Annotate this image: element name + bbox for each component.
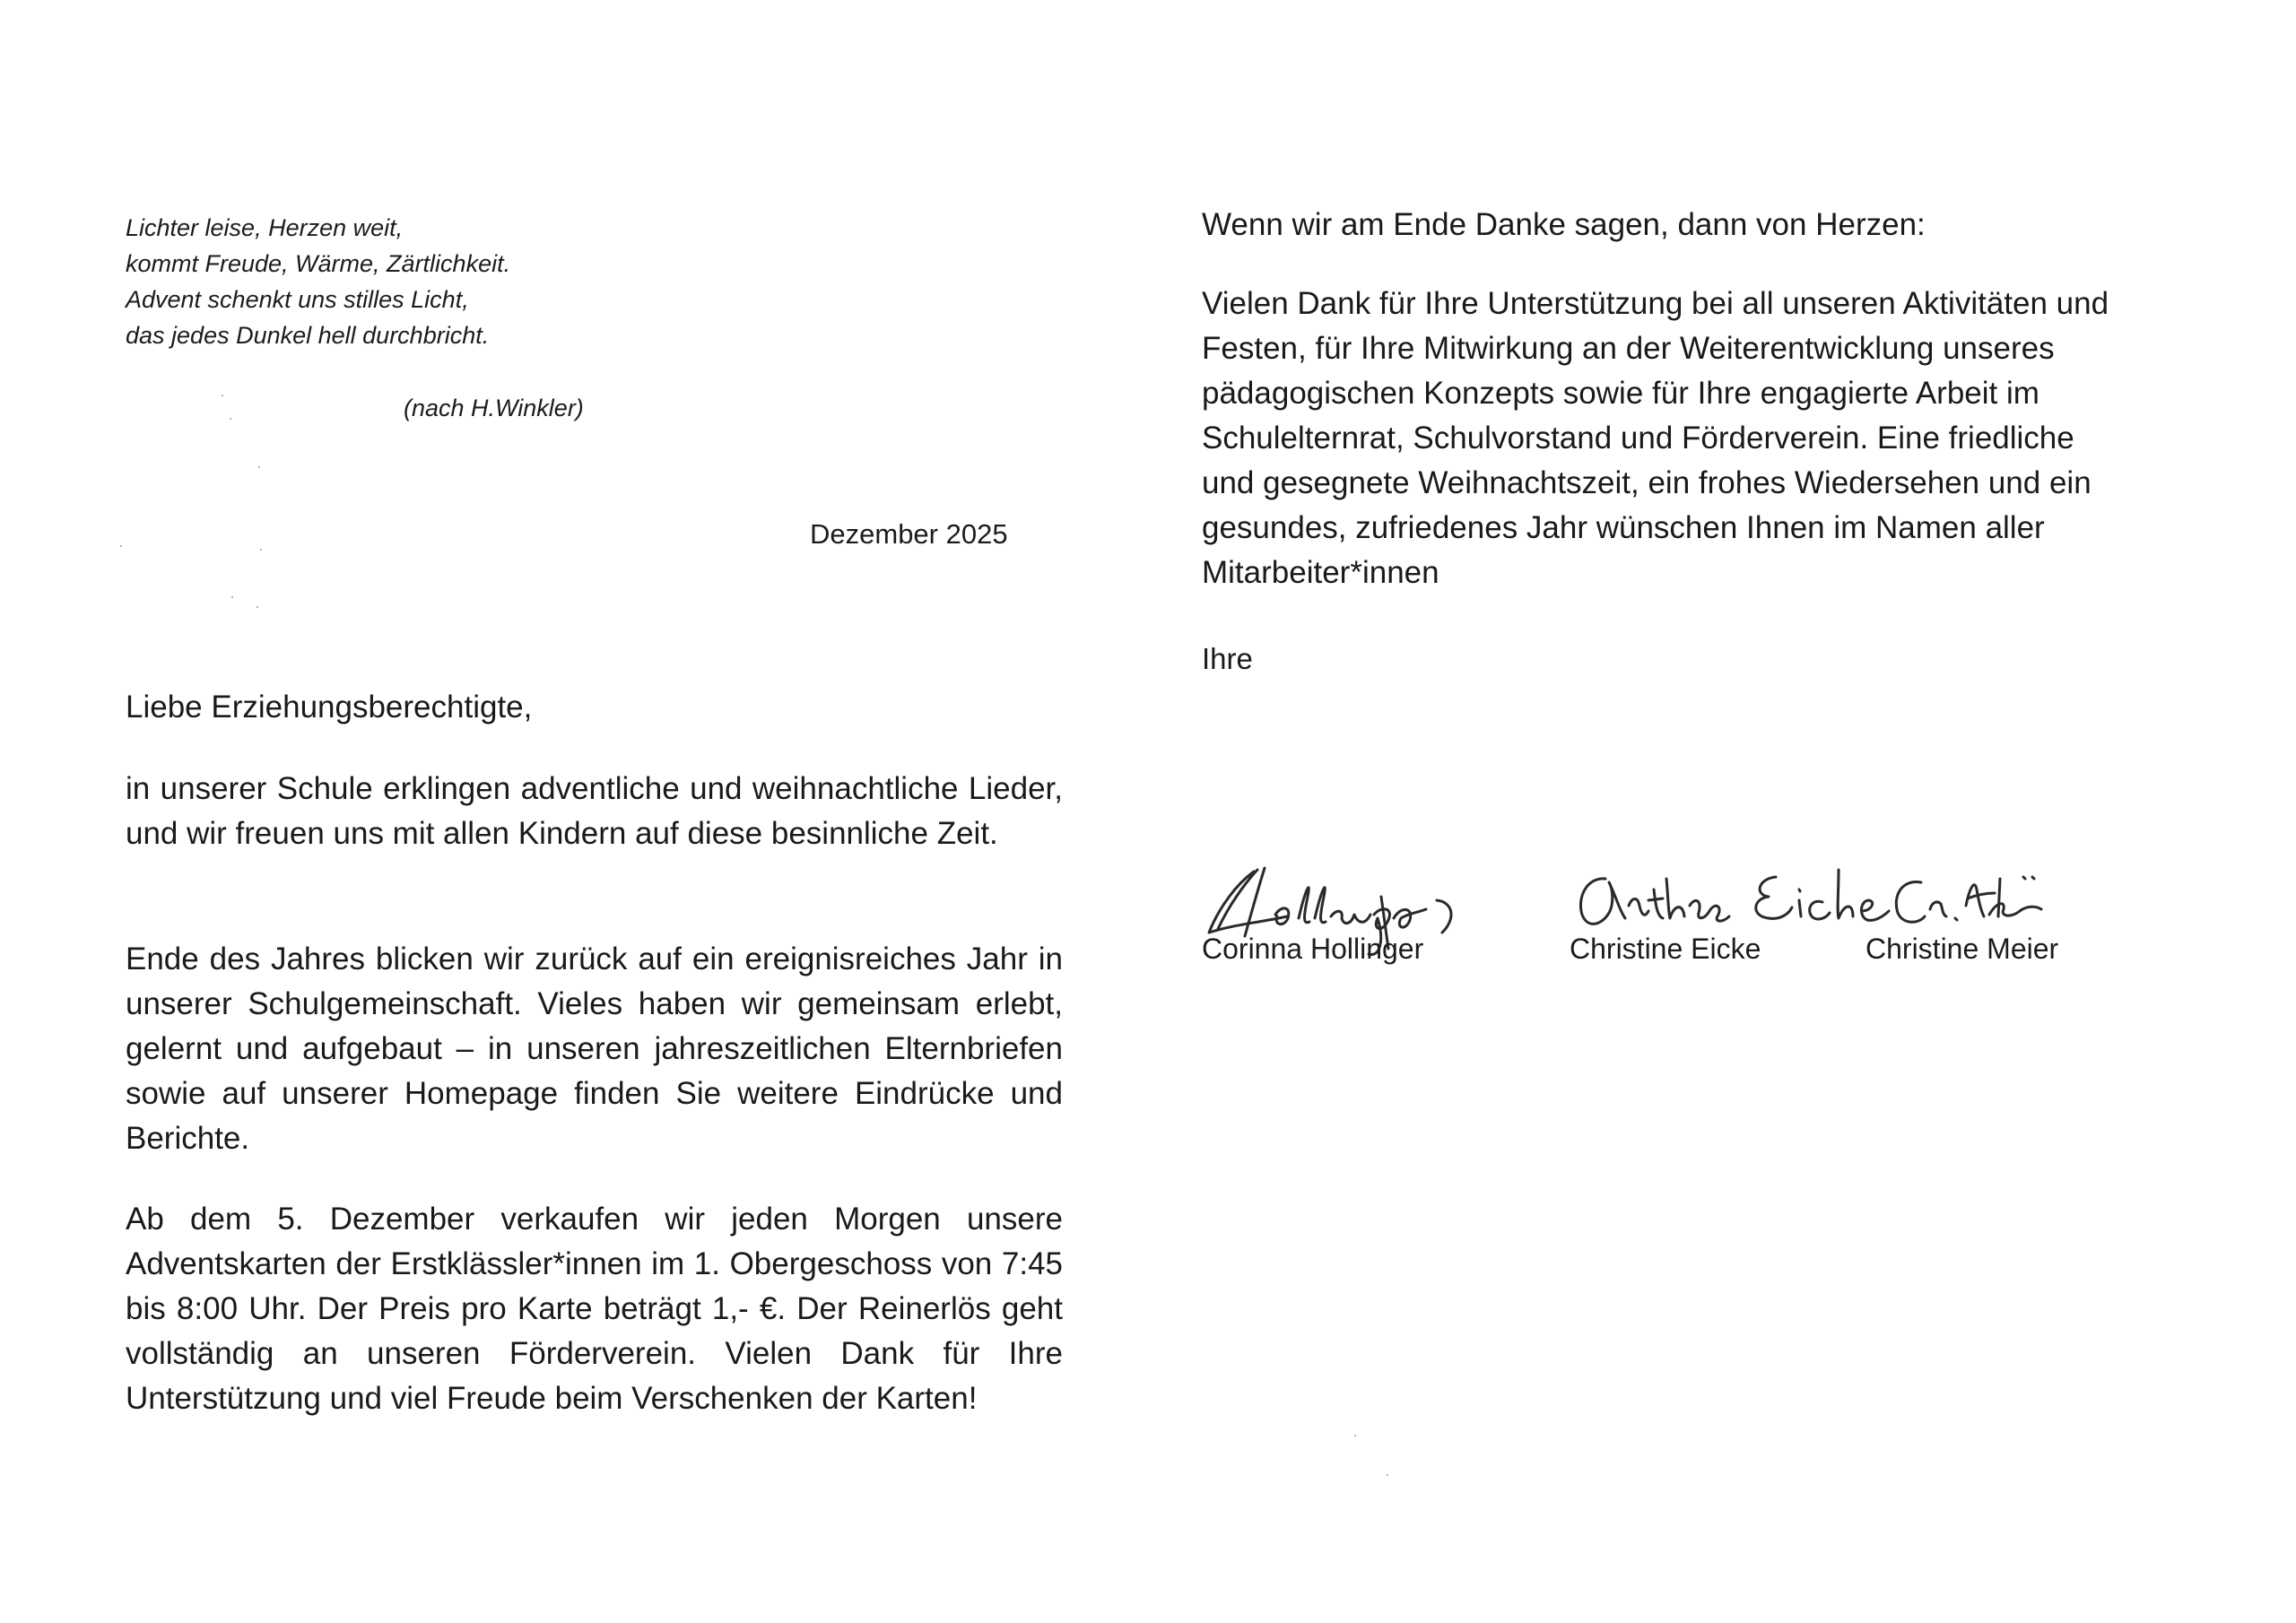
signature-block <box>1202 843 1525 986</box>
right-column <box>1202 0 2126 1623</box>
signature-name: Christine Eicke <box>1570 933 1761 965</box>
signature-block <box>1570 843 1910 986</box>
poem-line: kommt Freude, Wärme, Zärtlichkeit. <box>126 250 511 277</box>
signature-block <box>1866 843 2135 986</box>
thanks-intro: Wenn wir am Ende Danke sagen, dann von Herzen: <box>1202 207 1926 242</box>
thanks-paragraph: Vielen Dank für Ihre Unterstützung bei all unseren Aktivitäten und Festen, für Ihre Mitwirkung an der Weiterentwicklung unseres pädagogischen Konzepts sowie für Ihre engagierte Arbeit im Schulelternrat, Schulvorstand und Förderverein. Eine friedliche und gesegnete Weihnachtszeit, ein frohes Wiedersehen und ein gesundes, zufriedenes Jahr wünschen Ihnen im Namen aller Mitarbeiter*innen <box>1202 286 2109 590</box>
poem-line: Lichter leise, Herzen weit, <box>126 214 404 241</box>
letter-paragraph: in unserer Schule erklingen adventliche und weihnachtliche Lieder, und wir freuen uns mit allen Kindern auf diese besinnliche Zeit. <box>126 771 1063 851</box>
poem <box>126 210 753 353</box>
signature-name: Corinna Hollinger <box>1202 933 1424 965</box>
poem-source: (nach H.Winkler) <box>404 395 584 421</box>
left-column <box>126 0 1067 1623</box>
letter-date: Dezember 2025 <box>810 518 1008 550</box>
letter-paragraph: Ende des Jahres blicken wir zurück auf ein ereignisreiches Jahr in unserer Schulgemeinschaft. Vieles haben wir gemeinsam erlebt, gelernt und aufgebaut – in unseren jahreszeitlichen Elternbriefen sowie auf unserer Homepage finden Sie weitere Eindrücke und Berichte. <box>126 942 1063 1156</box>
letter-paragraph: Ab dem 5. Dezember verkaufen wir jeden Morgen unsere Adventskarten der Erstklässler*innen im 1. Obergeschoss von 7:45 bis 8:00 Uhr. Der Preis pro Karte beträgt 1,- €. Der Reinerlös geht vollständig an unseren Förderverein. Vielen Dank für Ihre Unterstützung und viel Freude beim Verschenken der Karten! <box>126 1202 1063 1416</box>
salutation: Liebe Erziehungsberechtigte, <box>126 690 533 725</box>
poem-line: das jedes Dunkel hell durchbricht. <box>126 322 490 349</box>
poem-line: Advent schenkt uns stilles Licht, <box>126 286 469 313</box>
closing-word: Ihre <box>1202 642 1253 675</box>
signature-name: Christine Meier <box>1866 933 2059 965</box>
scan-speck <box>120 545 122 547</box>
